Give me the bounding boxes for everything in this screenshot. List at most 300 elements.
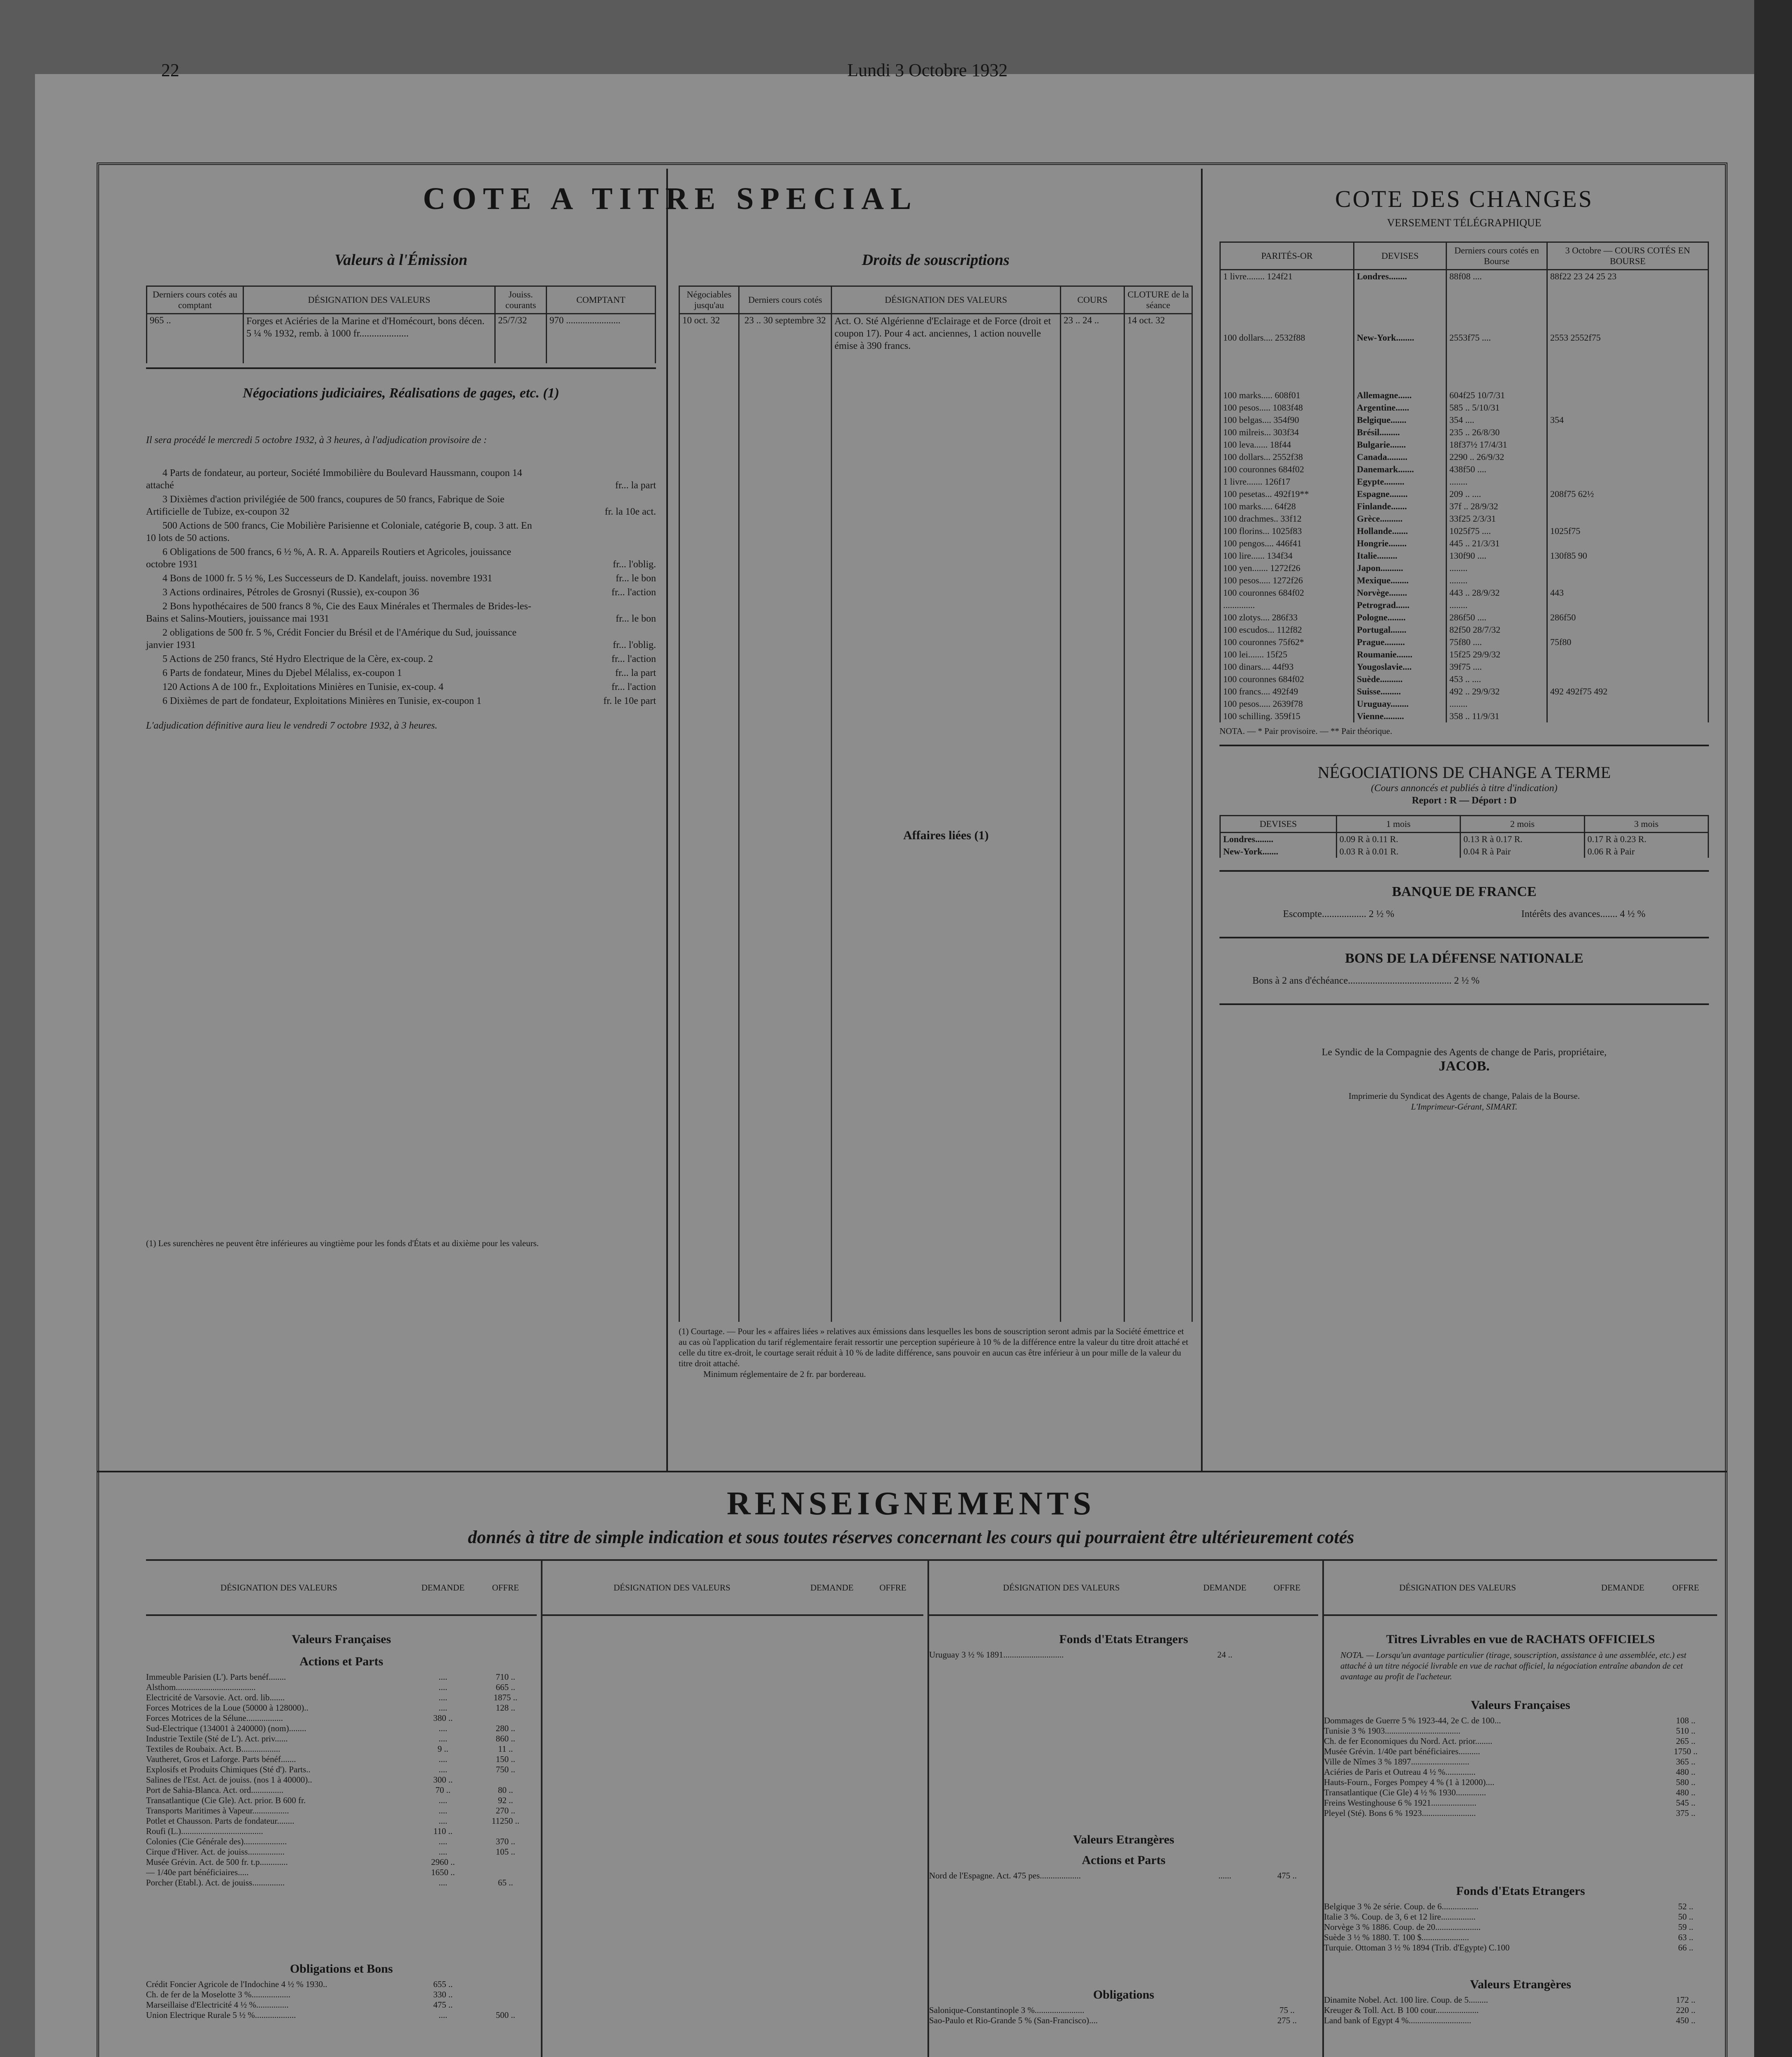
cell: 25/7/32	[495, 314, 547, 363]
table-row	[929, 1650, 1318, 1660]
cell: 100 yen....... 1272f26	[1220, 562, 1354, 574]
section-heading: Valeurs Etrangères	[1073, 1833, 1174, 1846]
cell	[1194, 2005, 1256, 2015]
cell	[1591, 1746, 1654, 1757]
col-header: DEVISES	[1220, 815, 1337, 832]
negociation-unit: fr... l'action	[611, 681, 656, 692]
cell: 580 ..	[1676, 1777, 1696, 1787]
rachats-nota: NOTA. — Lorsqu'un avantage particulier (tirage, souscription, assistance à une assemblée, etc.) est attaché à un titre négocié livrable en vue de rachat officiel, la négociation entraîne abandon de cet avantage au profit de l'acheteur.	[1340, 1650, 1687, 1681]
cell: 1 livre....... 126f17	[1220, 476, 1354, 488]
section-divider	[97, 1471, 1727, 1472]
cell: 100 lire...... 134f34	[1220, 550, 1354, 562]
cell: Petrograd......	[1354, 599, 1447, 611]
cell	[1547, 476, 1709, 488]
table-row	[146, 2000, 537, 2010]
negociation-text: 5 Actions de 250 francs, Sté Hydro Electrique de la Cère, ex-coup. 2	[162, 653, 433, 664]
cell: 480 ..	[1676, 1788, 1696, 1797]
cell: Hongrie........	[1354, 537, 1447, 550]
negociations-intro: Il sera procédé le mercredi 5 octobre 1932, à 3 heures, à l'adjudication provisoire de :	[146, 434, 487, 446]
cell	[1591, 2005, 1654, 2015]
table-row	[1324, 2015, 1717, 2026]
cell: 100 dollars.... 2532f88	[1220, 332, 1354, 389]
negociation-item	[146, 695, 656, 707]
cell: 37f .. 28/9/32	[1447, 500, 1547, 513]
cell: 100 drachmes.. 33f12	[1220, 513, 1354, 525]
cell: 100 pesos..... 1083f48	[1220, 402, 1354, 414]
negociation-item	[146, 467, 656, 492]
cell: 275 ..	[1277, 2015, 1297, 2025]
cell: 100 couronnes 75f62*	[1220, 636, 1354, 648]
table-row	[146, 1775, 537, 1785]
table-row	[1324, 1757, 1717, 1767]
cell: Explosifs et Produits Chimiques (Sté d'). Parts..	[146, 1764, 311, 1774]
cell: 75 ..	[1279, 2005, 1295, 2015]
cell	[1591, 1912, 1654, 1922]
table-row	[1220, 648, 1709, 661]
cell: 1025f75	[1547, 525, 1709, 537]
cell: 100 lei....... 15f25	[1220, 648, 1354, 661]
cell	[474, 1775, 537, 1785]
cell	[1591, 1808, 1654, 1818]
col-header-row	[929, 1561, 1318, 1616]
col-header: Derniers cours cotés	[739, 286, 832, 314]
cell	[1591, 1767, 1654, 1777]
cell: 130f85 90	[1547, 550, 1709, 562]
rule	[146, 367, 656, 369]
cell: 100 leva...... 18f44	[1220, 439, 1354, 451]
cell: 75f80	[1547, 636, 1709, 648]
cell: 100 milreis... 303f34	[1220, 426, 1354, 439]
section-heading: Valeurs Françaises	[292, 1632, 391, 1646]
col-header-row	[1324, 1561, 1717, 1616]
cell	[1591, 1736, 1654, 1746]
cell	[474, 1826, 537, 1836]
cell: 75f80 ....	[1447, 636, 1547, 648]
negociation-unit: fr... le bon	[616, 573, 656, 584]
cell: 354 ....	[1447, 414, 1547, 426]
cell: 1875 ..	[494, 1692, 517, 1702]
cell	[474, 1713, 537, 1723]
cell: 970 .......................	[547, 314, 656, 363]
col-header: DÉSIGNATION DES VALEURS	[220, 1582, 337, 1593]
cell: 370 ..	[496, 1836, 515, 1846]
page-number: 22	[161, 60, 179, 80]
table-row	[146, 1836, 537, 1847]
col-header: COURS	[1061, 286, 1124, 314]
cell: 100 couronnes 684f02	[1220, 463, 1354, 476]
section-heading: Actions et Parts	[299, 1655, 383, 1668]
cell: 209 .. ....	[1447, 488, 1547, 500]
negociation-item	[146, 586, 656, 599]
col-header: DEMANDE	[421, 1582, 465, 1593]
cell: — 1/40e part bénéficiaires.....	[146, 1867, 249, 1877]
terme-sub: (Cours annoncés et publiés à titre d'indication)	[1371, 782, 1558, 794]
cell: Forces Motrices de la Sélune.................	[146, 1713, 283, 1723]
courtage-note: (1) Courtage. — Pour les « affaires liées » relatives aux émissions dans lesquelles les bons de souscription seront admis par la Société émettrice et au cas où l'application du tarif réglementaire ferait ressortir une perception supérieure à 10 % de la différence entre la valeur du titre droit attaché et celle du titre ex-droit, le courtage serait réduit à 10 % de ladite différence, sans pouvoir en aucun cas être inférieur à un pour mille de la valeur du titre droit attaché.	[679, 1326, 1188, 1368]
table-row	[1324, 1736, 1717, 1746]
negociation-text: 500 Actions de 500 francs, Cie Mobilière Parisienne et Coloniale, catégorie B, coup. 3 att. En 10 lots de 50 actions.	[146, 520, 532, 543]
cell: 330 ..	[433, 1990, 453, 1999]
cell: Roufi (L.)......................................	[146, 1826, 263, 1836]
table-row	[1220, 636, 1709, 648]
cell: 0.17 R à 0.23 R.	[1584, 832, 1708, 845]
cell: 710 ..	[496, 1672, 515, 1682]
cell: Nord de l'Espagne. Act. 475 pes...................	[929, 1871, 1081, 1881]
cell: Italie 3 %. Coup. de 3, 6 et 12 lire................	[1324, 1912, 1476, 1922]
cell: ....	[438, 1682, 447, 1692]
table-row	[146, 1672, 537, 1682]
table-row	[1220, 402, 1709, 414]
negociation-unit: fr... l'oblig.	[613, 639, 656, 650]
table-row	[1324, 1777, 1717, 1788]
cell	[1591, 2015, 1654, 2026]
cell	[1591, 1943, 1654, 1953]
table-row	[1220, 611, 1709, 624]
cell: ....	[438, 1692, 447, 1702]
table-row	[146, 1795, 537, 1806]
table-row	[146, 2010, 537, 2020]
table-row	[1220, 574, 1709, 587]
col-header: DÉSIGNATION DES VALEURS	[243, 286, 495, 314]
cell: 24 ..	[1217, 1650, 1233, 1660]
cell	[1194, 2015, 1256, 2026]
cell	[474, 2000, 537, 2010]
table-row	[146, 1785, 537, 1795]
cell: ........	[1447, 574, 1547, 587]
cell: Musée Grévin. 1/40e part bénéficiaires..........	[1324, 1746, 1480, 1756]
cell: 492 492f75 492	[1547, 685, 1709, 698]
cell	[1591, 1932, 1654, 1943]
cell: 492 .. 29/9/32	[1447, 685, 1547, 698]
cell: Uruguay........	[1354, 698, 1447, 710]
renseignements-col1	[146, 1561, 537, 2057]
cell: 2290 .. 26/9/32	[1447, 451, 1547, 463]
col-header: 3 mois	[1584, 815, 1708, 832]
cell: 1 livre........ 124f21	[1220, 270, 1354, 332]
cell: 860 ..	[496, 1734, 515, 1744]
cell: 10 oct. 32	[679, 314, 739, 1322]
col-header: DÉSIGNATION DES VALEURS	[832, 286, 1061, 314]
page-date: Lundi 3 Octobre 1932	[847, 60, 1008, 80]
cell: 70 ..	[435, 1785, 451, 1795]
col-header: COMPTANT	[547, 286, 656, 314]
cell: ....	[438, 1806, 447, 1816]
cell: 220 ..	[1676, 2005, 1696, 2015]
cell: 23 .. 30 septembre 32	[739, 314, 832, 1322]
cell: Potlet et Chausson. Parts de fondateur........	[146, 1816, 294, 1826]
col-header: DEMANDE	[1601, 1582, 1645, 1593]
negociation-item	[146, 493, 656, 518]
rule	[1219, 937, 1709, 938]
cell: Norvège........	[1354, 587, 1447, 599]
table-row	[146, 1979, 537, 1990]
cell: Dommages de Guerre 5 % 1923-44, 2e C. de 100...	[1324, 1716, 1501, 1725]
col-header: DEMANDE	[810, 1582, 854, 1593]
cell: 88f22 23 24 25 23	[1547, 270, 1709, 332]
cell: Marseillaise d'Electricité 4 ½ %...............	[146, 2000, 289, 2010]
col-header: DEVISES	[1354, 242, 1447, 270]
col-header: DÉSIGNATION DES VALEURS	[613, 1582, 730, 1593]
cell: Egypte.........	[1354, 476, 1447, 488]
cell: Salines de l'Est. Act. de jouiss. (nos 1 à 40000)..	[146, 1775, 312, 1785]
negociation-unit: fr... la part	[615, 667, 656, 678]
cell	[1591, 1788, 1654, 1798]
cell: 270 ..	[496, 1806, 515, 1816]
cell: Colonies (Cie Générale des)....................	[146, 1836, 287, 1846]
cell: 380 ..	[433, 1713, 453, 1723]
interets-rate: Intérêts des avances....... 4 ½ %	[1521, 908, 1646, 919]
cell: Immeuble Parisien (L'). Parts benéf........	[146, 1672, 286, 1682]
col-header: OFFRE	[492, 1582, 519, 1593]
table-row	[1324, 1995, 1717, 2005]
cell: 100 marks..... 608f01	[1220, 389, 1354, 402]
cell: ....	[438, 1672, 447, 1682]
cell: ........	[1447, 476, 1547, 488]
table-row	[146, 1764, 537, 1775]
negociation-item	[146, 520, 656, 544]
cell: Forges et Aciéries de la Marine et d'Homécourt, bons décen. 5 ¼ % 1932, remb. à 1000 fr....................	[243, 314, 495, 363]
table-row	[146, 1867, 537, 1878]
cell: Salonique-Constantinople 3 %.......................	[929, 2005, 1085, 2015]
table-row	[1220, 845, 1709, 858]
renseignements-grid	[146, 1559, 1717, 2057]
cell: Port de Sahia-Blanca. Act. ord...............	[146, 1785, 284, 1795]
table-row	[1220, 476, 1709, 488]
cell	[474, 1867, 537, 1878]
cell: 443	[1547, 587, 1709, 599]
table-row	[1324, 1767, 1717, 1777]
cell: Brésil.........	[1354, 426, 1447, 439]
gerant-line: L'Imprimeur-Gérant, SIMART.	[1411, 1101, 1518, 1112]
table-row	[1220, 270, 1709, 332]
cell	[1547, 537, 1709, 550]
cell: Portugal.......	[1354, 624, 1447, 636]
table-row	[146, 1682, 537, 1692]
bons-title: BONS DE LA DÉFENSE NATIONALE	[1345, 950, 1583, 966]
section-heading: Actions et Parts	[1082, 1853, 1166, 1867]
cell: 100 pengos.... 446f41	[1220, 537, 1354, 550]
emission-table	[146, 286, 656, 363]
cell: Suède..........	[1354, 673, 1447, 685]
cell: 2553 2552f75	[1547, 332, 1709, 389]
col-header: OFFRE	[1273, 1582, 1301, 1593]
cell: 510 ..	[1676, 1726, 1696, 1736]
cell	[1547, 624, 1709, 636]
cell: 59 ..	[1678, 1922, 1693, 1932]
cell: 23 .. 24 ..	[1061, 314, 1124, 1322]
cell: ........	[1447, 698, 1547, 710]
cell: 604f25 10/7/31	[1447, 389, 1547, 402]
cell	[1547, 402, 1709, 414]
cell: 286f50	[1547, 611, 1709, 624]
cell	[1547, 661, 1709, 673]
cell: 1025f75 ....	[1447, 525, 1547, 537]
cell: 665 ..	[496, 1682, 515, 1692]
cell	[1547, 389, 1709, 402]
cell: Londres........	[1220, 832, 1337, 845]
col-header: Jouiss. courants	[495, 286, 547, 314]
cell: 1650 ..	[431, 1867, 455, 1877]
cell	[1547, 451, 1709, 463]
cell: 208f75 62½	[1547, 488, 1709, 500]
table-row	[1220, 513, 1709, 525]
cell: Industrie Textile (Sté de L'). Act. priv......	[146, 1734, 288, 1744]
section-heading: Fonds d'Etats Etrangers	[1456, 1884, 1585, 1898]
cell: 39f75 ....	[1447, 661, 1547, 673]
cell: Suisse.........	[1354, 685, 1447, 698]
cell: ..............	[1220, 599, 1354, 611]
cell: Finlande.......	[1354, 500, 1447, 513]
negociation-unit: fr. le 10e part	[603, 695, 656, 706]
renseignements-subtitle: donnés à titre de simple indication et sous toutes réserves concernant les cours qui pourraient être ultérieurement cotés	[468, 1527, 1354, 1547]
negociations-heading: Négociations judiciaires, Réalisations de gages, etc. (1)	[243, 385, 559, 401]
section-heading: Valeurs Etrangères	[1470, 1978, 1571, 1991]
cell	[832, 314, 1061, 1322]
syndic-line: Le Syndic de la Compagnie des Agents de change de Paris, propriétaire,	[1321, 1047, 1607, 1058]
table-row	[1220, 488, 1709, 500]
cell: 438f50 ....	[1447, 463, 1547, 476]
cell: 92 ..	[498, 1795, 513, 1805]
cell: 14 oct. 32	[1124, 314, 1192, 1322]
cell: 2553f75 ....	[1447, 332, 1547, 389]
cell: 15f25 29/9/32	[1447, 648, 1547, 661]
cell: 100 dinars.... 44f93	[1220, 661, 1354, 673]
cell: Transatlantique (Cie Gle) 4 ½ % 1930..............	[1324, 1788, 1486, 1797]
negociation-unit: fr... le bon	[616, 613, 656, 624]
cell: 100 pesos..... 1272f26	[1220, 574, 1354, 587]
cell: 475 ..	[1277, 1871, 1297, 1881]
table-row	[1220, 698, 1709, 710]
droits-designation: Act. O. Sté Algérienne d'Eclairage et de Force (droit et coupon 17). Pour 4 act. anciennes, 1 action nouvelle émise à 390 francs.	[835, 316, 1051, 351]
cell: 150 ..	[496, 1754, 515, 1764]
cell: 450 ..	[1676, 2015, 1696, 2025]
cell: 443 .. 28/9/32	[1447, 587, 1547, 599]
table-row	[1324, 1943, 1717, 1953]
cell	[1547, 673, 1709, 685]
table-row	[1220, 624, 1709, 636]
section-heading: Obligations et Bons	[290, 1962, 393, 1976]
table-row	[146, 1713, 537, 1723]
cell: 965 ..	[147, 314, 243, 363]
cell: 358 .. 11/9/31	[1447, 710, 1547, 722]
terme-title: NÉGOCIATIONS DE CHANGE A TERME	[1317, 763, 1611, 782]
table-row	[1220, 661, 1709, 673]
table-row	[929, 2015, 1318, 2026]
cell: 9 ..	[437, 1744, 449, 1754]
cell: Musée Grévin. Act. de 500 fr. t.p.............	[146, 1857, 288, 1867]
cell: Canada.........	[1354, 451, 1447, 463]
table-row	[929, 1871, 1318, 1881]
cell	[1547, 574, 1709, 587]
section-heading: Valeurs Françaises	[1471, 1698, 1570, 1712]
cell: ....	[438, 1795, 447, 1805]
col-header: Derniers cours cotés en Bourse	[1447, 242, 1547, 270]
cell: Crédit Foncier Agricole de l'Indochine 4 ½ % 1930..	[146, 1979, 327, 1989]
cell: 500 ..	[496, 2010, 515, 2020]
cell: ....	[438, 1723, 447, 1733]
cell: 286f50 ....	[1447, 611, 1547, 624]
table-row	[1220, 562, 1709, 574]
cell: Sud-Electrique (134001 à 240000) (nom)........	[146, 1723, 306, 1733]
table-row	[146, 1744, 537, 1754]
cell: Hauts-Fourn., Forges Pompey 4 % (1 à 12000)....	[1324, 1777, 1495, 1787]
table-row	[146, 1703, 537, 1713]
escompte-rate: Escompte.................. 2 ½ %	[1283, 908, 1394, 919]
table-row	[146, 1826, 537, 1836]
terme-table	[1219, 815, 1709, 858]
negociation-text: 3 Actions ordinaires, Pétroles de Grosnyi (Russie), ex-coupon 36	[162, 587, 419, 598]
table-row	[146, 1857, 537, 1867]
table-row	[1220, 550, 1709, 562]
cell: Italie.........	[1354, 550, 1447, 562]
cell: Cirque d'Hiver. Act. de jouiss.................	[146, 1847, 285, 1857]
table-row	[146, 1754, 537, 1764]
table-row	[1220, 673, 1709, 685]
cell: 545 ..	[1676, 1798, 1696, 1808]
section-heading: Fonds d'Etats Etrangers	[1059, 1632, 1188, 1646]
cell	[1547, 500, 1709, 513]
cell: 105 ..	[496, 1847, 515, 1857]
droits-heading: Droits de souscriptions	[862, 251, 1010, 269]
col-header-row	[542, 1561, 923, 1616]
cell: ....	[438, 1836, 447, 1846]
table-row	[1220, 599, 1709, 611]
renseignements-col2	[541, 1561, 923, 2057]
cell: 585 .. 5/10/31	[1447, 402, 1547, 414]
cell: 11250 ..	[491, 1816, 519, 1826]
table-row	[146, 1723, 537, 1734]
cell: Ch. de fer de la Moselotte 3 %..................	[146, 1990, 291, 1999]
cell: ....	[438, 1878, 447, 1888]
terme-sub2: Report : R — Déport : D	[1412, 795, 1517, 806]
book-spine	[1754, 0, 1792, 2057]
negociation-unit: fr... l'action	[611, 587, 656, 598]
table-row	[1324, 1808, 1717, 1818]
cell	[1547, 698, 1709, 710]
cell: 82f50 28/7/32	[1447, 624, 1547, 636]
cell: Prague.........	[1354, 636, 1447, 648]
cell	[1591, 1757, 1654, 1767]
negociation-item	[146, 653, 656, 665]
cell: Pleyel (Sté). Bons 6 % 1923.........................	[1324, 1808, 1476, 1818]
cell: 265 ..	[1676, 1736, 1696, 1746]
cell: Mexique........	[1354, 574, 1447, 587]
syndic-name: JACOB.	[1439, 1058, 1490, 1074]
negociation-text: 6 Dixièmes de part de fondateur, Exploitations Minières en Tunisie, ex-coupon 1	[162, 695, 482, 706]
cell: 100 dollars... 2552f38	[1220, 451, 1354, 463]
cell: 354	[1547, 414, 1709, 426]
cell: 365 ..	[1676, 1757, 1696, 1767]
negociation-item	[146, 572, 656, 585]
negociation-text: 6 Obligations de 500 francs, 6 ½ %, A. R. A. Appareils Routiers et Agricoles, jouissance octobre 1931	[146, 546, 511, 570]
col-header: DÉSIGNATION DES VALEURS	[1399, 1582, 1516, 1593]
cell: 108 ..	[1676, 1716, 1696, 1725]
cell: 66 ..	[1678, 1943, 1693, 1953]
negociation-unit: fr... la part	[615, 480, 656, 491]
cell	[1547, 648, 1709, 661]
col-header: 1 mois	[1336, 815, 1460, 832]
cell: 235 .. 26/8/30	[1447, 426, 1547, 439]
cell	[1547, 513, 1709, 525]
minimum-note: Minimum réglementaire de 2 fr. par bordereau.	[703, 1369, 866, 1379]
table-row	[1324, 1716, 1717, 1726]
cell: Ch. de fer Economiques du Nord. Act. prior........	[1324, 1736, 1493, 1746]
rule	[1219, 745, 1709, 746]
cell: 445 .. 21/3/31	[1447, 537, 1547, 550]
cell: 2960 ..	[431, 1857, 455, 1867]
affaires-liees-heading: Affaires liées (1)	[903, 829, 989, 842]
negociation-text: 3 Dixièmes d'action privilégiée de 500 francs, coupures de 50 francs, Fabrique de Soie Artificielle de Tubize, ex-coupon 32	[146, 494, 505, 517]
